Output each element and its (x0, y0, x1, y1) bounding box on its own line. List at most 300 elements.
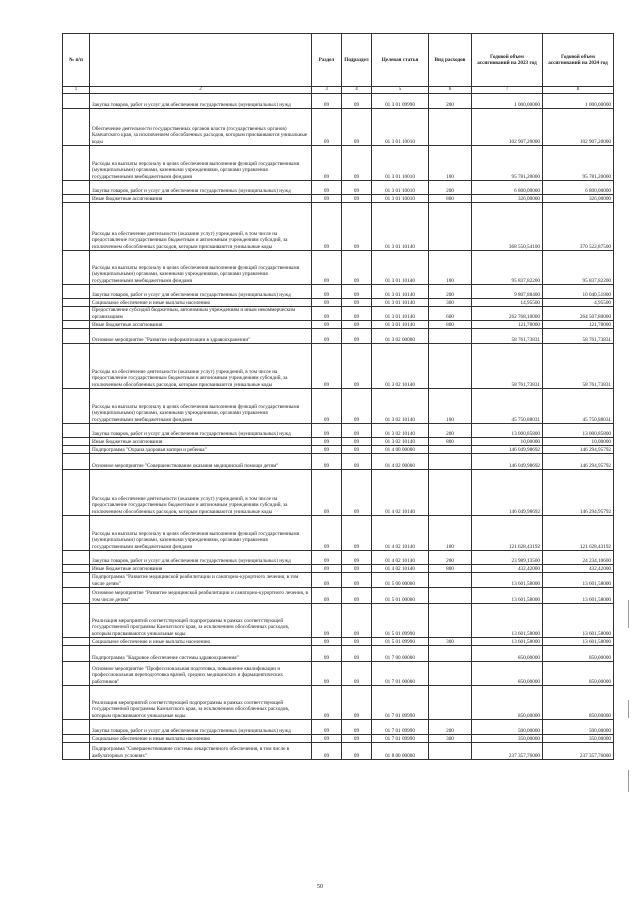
row-2024-cell: 58 761,73831 (543, 344, 614, 389)
row-subsection-cell: 09 (342, 285, 372, 299)
row-subsection-cell: 09 (342, 94, 372, 109)
row-expense-cell (429, 686, 472, 720)
row-2024-cell: 13 000,85800 (543, 424, 614, 438)
row-name-cell: Закупка товаров, работ и услуг для обеспечения государственных (муниципальных) нужд (90, 424, 312, 438)
row-target-cell: 01 4 02 10140 (372, 551, 429, 565)
row-number-cell (63, 181, 90, 195)
row-section-cell: 09 (312, 454, 342, 470)
row-number-cell (63, 686, 90, 720)
row-section-cell: 09 (312, 285, 342, 299)
table-row (63, 195, 614, 203)
row-subsection-cell: 09 (342, 424, 372, 438)
row-expense-cell: 800 (429, 195, 472, 203)
row-expense-cell (429, 109, 472, 146)
row-target-cell: 01 5 01 09990 (372, 638, 429, 646)
table-row (63, 203, 614, 251)
row-2024-cell: 326,00000 (543, 195, 614, 203)
row-expense-cell: 200 (429, 551, 472, 565)
row-target-cell: 01 3 01 10140 (372, 307, 429, 321)
header-y2024: Годовой объем ассигнований на 2024 год (543, 34, 614, 87)
row-name-cell: Расходы на выплаты персоналу в целях обеспечения выполнения функций государственными (муниципальными) органами, казенными учреждениями, органами управления государственными внебюджетными фондами (90, 516, 312, 551)
row-2023-cell: 850,00000 (472, 686, 543, 720)
row-name-cell: Реализация мероприятий соответствующей подпрограммы в рамках соответствующей государственной программы Камчатского края, за исключением обособленных расходов, которым присваиваются уникальные коды (90, 604, 312, 638)
table-row (63, 662, 614, 686)
row-number-cell (63, 251, 90, 285)
table-row (63, 743, 614, 760)
row-2023-cell: 58 761,73831 (472, 329, 543, 344)
row-number-cell (63, 720, 90, 735)
row-name-cell: Иные бюджетные ассигнования (90, 565, 312, 573)
row-expense-cell: 800 (429, 438, 472, 446)
header-expense: Вид расходов (429, 34, 472, 87)
row-section-cell: 09 (312, 551, 342, 565)
table-row (63, 389, 614, 424)
row-subsection-cell: 09 (342, 588, 372, 604)
row-2023-cell: 13 000,85800 (472, 424, 543, 438)
table-row (63, 329, 614, 344)
row-expense-cell: 100 (429, 516, 472, 551)
row-2023-cell: 121 628,43192 (472, 516, 543, 551)
table-row (63, 735, 614, 743)
row-name-cell: Иные бюджетные ассигнования (90, 321, 312, 329)
table-row (63, 646, 614, 662)
row-expense-cell (429, 203, 472, 251)
row-expense-cell (429, 588, 472, 604)
row-subsection-cell: 09 (342, 454, 372, 470)
row-section-cell: 09 (312, 389, 342, 424)
row-2024-cell: 24 234,10600 (543, 551, 614, 565)
budget-table-page (62, 33, 613, 760)
row-subsection-cell: 09 (342, 573, 372, 588)
row-section-cell: 09 (312, 109, 342, 146)
row-name-cell: Подпрограмма "Кадровое обеспечение системы здравоохранения" (90, 646, 312, 662)
header-row (63, 34, 614, 87)
row-name-cell: Подпрограмма "Развитие медицинской реабилитации и санаторно-курортного лечения, в том числе детям" (90, 573, 312, 588)
row-target-cell: 01 7 01 00000 (372, 662, 429, 686)
row-expense-cell: 200 (429, 720, 472, 735)
row-number-cell (63, 565, 90, 573)
row-2023-cell: 146 049,98692 (472, 454, 543, 470)
row-name-cell: Предоставление субсидий бюджетным, автономным учреждениям и иным некоммерческим организациям (90, 307, 312, 321)
row-section-cell: 09 (312, 662, 342, 686)
row-target-cell: 01 5 00 00000 (372, 573, 429, 588)
row-name-cell: Расходы на обеспечение деятельности (оказание услуг) учреждений, в том числе на предоставление государственным бюджетным и автономным учреждениям субсидий, за исключением обособленных расходов, которым присваиваются уникальные коды (90, 344, 312, 389)
margin-mark (628, 600, 629, 628)
row-2023-cell: 350,00000 (472, 735, 543, 743)
row-number-cell (63, 299, 90, 307)
row-2023-cell: 95 837,82200 (472, 251, 543, 285)
table-row (63, 454, 614, 470)
table-row (63, 565, 614, 573)
row-target-cell: 01 4 02 00000 (372, 454, 429, 470)
table-row (63, 686, 614, 720)
row-2023-cell: 58 761,73831 (472, 344, 543, 389)
row-2023-cell: 262 768,10000 (472, 307, 543, 321)
row-section-cell: 09 (312, 203, 342, 251)
row-target-cell: 01 7 01 09990 (372, 720, 429, 735)
row-subsection-cell: 09 (342, 203, 372, 251)
column-number: 6 (429, 87, 472, 94)
table-row (63, 446, 614, 454)
row-2023-cell: 102 907,20000 (472, 109, 543, 146)
table-row (63, 438, 614, 446)
row-section-cell: 09 (312, 94, 342, 109)
row-subsection-cell: 09 (342, 344, 372, 389)
margin-mark (628, 770, 629, 792)
row-number-cell (63, 573, 90, 588)
row-number-cell (63, 735, 90, 743)
row-name-cell: Обеспечение деятельности государственных органов власти (государственных органов) Камчатского края, за исключением обособленных расходов, которым присваиваются уникальные коды (90, 109, 312, 146)
row-2024-cell: 10 040,51800 (543, 285, 614, 299)
row-section-cell: 09 (312, 573, 342, 588)
table-row (63, 299, 614, 307)
row-section-cell: 09 (312, 299, 342, 307)
row-section-cell: 09 (312, 646, 342, 662)
row-2024-cell: 121 628,43192 (543, 516, 614, 551)
row-target-cell: 01 3 01 10140 (372, 321, 429, 329)
row-name-cell: Подпрограмма "Совершенствование системы лекарственного обеспечения, в том числе в амбулаторных условиях" (90, 743, 312, 760)
row-subsection-cell: 09 (342, 329, 372, 344)
row-2023-cell: 432,42000 (472, 565, 543, 573)
row-number-cell (63, 424, 90, 438)
row-name-cell: Расходы на обеспечение деятельности (оказание услуг) учреждений, в том числе на предоставление государственным бюджетным и автономным учреждениям субсидий, за исключением обособленных расходов, которым присваиваются уникальные коды (90, 203, 312, 251)
row-target-cell: 01 3 02 10140 (372, 344, 429, 389)
row-number-cell (63, 329, 90, 344)
row-2024-cell: 146 294,95792 (543, 454, 614, 470)
row-section-cell: 09 (312, 146, 342, 181)
row-subsection-cell: 09 (342, 438, 372, 446)
row-name-cell: Закупка товаров, работ и услуг для обеспечения государственных (муниципальных) нужд (90, 285, 312, 299)
row-target-cell: 01 4 02 10140 (372, 470, 429, 516)
row-2023-cell: 121,78000 (472, 321, 543, 329)
row-2024-cell: 4,95500 (543, 299, 614, 307)
row-number-cell (63, 454, 90, 470)
row-2023-cell: 1 000,00000 (472, 94, 543, 109)
row-2023-cell: 13 601,58000 (472, 573, 543, 588)
row-subsection-cell: 09 (342, 299, 372, 307)
table-row (63, 251, 614, 285)
row-section-cell: 09 (312, 638, 342, 646)
row-name-cell: Закупка товаров, работ и услуг для обеспечения государственных (муниципальных) нужд (90, 181, 312, 195)
row-2023-cell: 850,00000 (472, 662, 543, 686)
row-name-cell: Расходы на выплаты персоналу в целях обеспечения выполнения функций государственными (муниципальными) органами, казенными учреждениями, органами управления государственными внебюджетными фондами (90, 146, 312, 181)
row-2024-cell: 95 837,82200 (543, 251, 614, 285)
row-2024-cell: 1 000,00000 (543, 94, 614, 109)
row-section-cell: 09 (312, 588, 342, 604)
row-2024-cell: 121,78000 (543, 321, 614, 329)
row-number-cell (63, 638, 90, 646)
row-expense-cell (429, 604, 472, 638)
row-target-cell: 01 7 01 09990 (372, 735, 429, 743)
row-target-cell: 01 3 01 10010 (372, 109, 429, 146)
row-expense-cell (429, 454, 472, 470)
row-2023-cell: 850,00000 (472, 646, 543, 662)
table-row (63, 109, 614, 146)
row-2024-cell: 146 294,95792 (543, 470, 614, 516)
row-2023-cell: 13 601,58000 (472, 604, 543, 638)
row-expense-cell (429, 344, 472, 389)
margin-mark (628, 700, 629, 718)
row-expense-cell: 600 (429, 307, 472, 321)
table-row (63, 573, 614, 588)
row-section-cell: 09 (312, 686, 342, 720)
row-section-cell: 09 (312, 307, 342, 321)
row-expense-cell (429, 329, 472, 344)
row-2024-cell: 850,00000 (543, 662, 614, 686)
row-2023-cell: 45 750,88031 (472, 389, 543, 424)
row-target-cell: 01 4 00 00000 (372, 446, 429, 454)
row-subsection-cell: 09 (342, 251, 372, 285)
row-2023-cell: 10,00000 (472, 438, 543, 446)
row-subsection-cell: 09 (342, 181, 372, 195)
row-number-cell (63, 604, 90, 638)
row-number-cell (63, 446, 90, 454)
table-row (63, 470, 614, 516)
row-expense-cell: 300 (429, 638, 472, 646)
row-expense-cell: 200 (429, 94, 472, 109)
row-subsection-cell: 09 (342, 516, 372, 551)
row-subsection-cell: 09 (342, 565, 372, 573)
row-number-cell (63, 109, 90, 146)
column-number: 5 (372, 87, 429, 94)
row-number-cell (63, 551, 90, 565)
row-2023-cell: 368 550,54100 (472, 203, 543, 251)
row-name-cell: Расходы на выплаты персоналу в целях обеспечения выполнения функций государственными (муниципальными) органами, казенными учреждениями, органами управления государственными внебюджетными фондами (90, 251, 312, 285)
table-row (63, 344, 614, 389)
row-target-cell: 01 7 00 00000 (372, 646, 429, 662)
row-number-cell (63, 662, 90, 686)
row-target-cell: 01 3 02 10140 (372, 389, 429, 424)
row-section-cell: 09 (312, 181, 342, 195)
row-number-cell (63, 146, 90, 181)
row-section-cell: 09 (312, 470, 342, 516)
row-2024-cell: 13 601,58000 (543, 573, 614, 588)
row-subsection-cell: 09 (342, 743, 372, 760)
row-section-cell: 09 (312, 329, 342, 344)
row-target-cell: 01 3 02 00000 (372, 329, 429, 344)
row-2023-cell: 14,95500 (472, 299, 543, 307)
row-2023-cell: 23 989,13500 (472, 551, 543, 565)
row-section-cell: 09 (312, 321, 342, 329)
row-2023-cell: 95 781,20000 (472, 146, 543, 181)
row-2023-cell: 13 601,58000 (472, 638, 543, 646)
row-subsection-cell: 09 (342, 389, 372, 424)
row-number-cell (63, 203, 90, 251)
row-2024-cell: 146 294,95792 (543, 446, 614, 454)
row-number-cell (63, 588, 90, 604)
row-expense-cell: 200 (429, 181, 472, 195)
row-subsection-cell: 09 (342, 307, 372, 321)
row-subsection-cell: 09 (342, 604, 372, 638)
row-expense-cell: 300 (429, 299, 472, 307)
row-section-cell: 09 (312, 438, 342, 446)
row-2024-cell: 13 601,58000 (543, 638, 614, 646)
table-row (63, 321, 614, 329)
row-name-cell: Основное мероприятие "Профессиональная подготовка, повышение квалификации и профессиональная переподготовка врачей, средних медицинских и фармацевтических работников" (90, 662, 312, 686)
row-section-cell: 09 (312, 604, 342, 638)
row-target-cell: 01 8 00 00000 (372, 743, 429, 760)
row-section-cell: 09 (312, 251, 342, 285)
row-2023-cell: 500,00000 (472, 720, 543, 735)
table-row (63, 588, 614, 604)
row-2024-cell: 6 800,00000 (543, 181, 614, 195)
row-target-cell: 01 3 01 10140 (372, 251, 429, 285)
row-subsection-cell: 09 (342, 638, 372, 646)
row-2024-cell: 58 761,73831 (543, 329, 614, 344)
row-expense-cell: 300 (429, 735, 472, 743)
row-2024-cell: 95 781,20000 (543, 146, 614, 181)
row-name-cell: Социальное обеспечение и иные выплаты населению (90, 299, 312, 307)
row-name-cell: Основное мероприятие "Развитие медицинской реабилитации и санаторно-курортного лечения, в том числе детям" (90, 588, 312, 604)
table-row (63, 94, 614, 109)
row-section-cell: 09 (312, 424, 342, 438)
row-name-cell: Основное мероприятие "Развитие информатизации в здравоохранении" (90, 329, 312, 344)
row-expense-cell: 100 (429, 251, 472, 285)
row-name-cell: Социальное обеспечение и иные выплаты населению (90, 735, 312, 743)
row-subsection-cell: 09 (342, 720, 372, 735)
row-name-cell: Реализация мероприятий соответствующей подпрограммы в рамках соответствующей государственной программы Камчатского края, за исключением обособленных расходов, которым присваиваются уникальные коды (90, 686, 312, 720)
table-row (63, 516, 614, 551)
table-row (63, 181, 614, 195)
row-target-cell: 01 4 02 10140 (372, 565, 429, 573)
column-number: 7 (472, 87, 543, 94)
row-subsection-cell: 09 (342, 735, 372, 743)
column-number: 3 (312, 87, 342, 94)
row-subsection-cell: 09 (342, 662, 372, 686)
row-target-cell: 01 3 01 09990 (372, 94, 429, 109)
table-body (63, 94, 614, 760)
row-name-cell: Закупка товаров, работ и услуг для обеспечения государственных (муниципальных) нужд (90, 551, 312, 565)
row-target-cell: 01 3 02 10140 (372, 438, 429, 446)
row-target-cell: 01 5 01 00000 (372, 588, 429, 604)
row-subsection-cell: 09 (342, 686, 372, 720)
column-number: 4 (342, 87, 372, 94)
row-target-cell: 01 4 02 10140 (372, 516, 429, 551)
row-2023-cell: 146 049,98692 (472, 446, 543, 454)
row-number-cell (63, 195, 90, 203)
table-row (63, 720, 614, 735)
table-row (63, 424, 614, 438)
row-2024-cell: 13 601,58000 (543, 588, 614, 604)
row-2024-cell: 13 601,58000 (543, 604, 614, 638)
row-number-cell (63, 321, 90, 329)
row-expense-cell (429, 646, 472, 662)
header-target: Целевая статья (372, 34, 429, 87)
row-target-cell: 01 3 01 10140 (372, 299, 429, 307)
row-number-cell (63, 285, 90, 299)
row-target-cell: 01 5 01 09990 (372, 604, 429, 638)
row-2024-cell: 500,00000 (543, 720, 614, 735)
row-target-cell: 01 3 02 10140 (372, 424, 429, 438)
row-2023-cell: 237 357,76000 (472, 743, 543, 760)
row-target-cell: 01 3 01 10010 (372, 181, 429, 195)
row-number-cell (63, 646, 90, 662)
row-number-cell (63, 94, 90, 109)
row-section-cell: 09 (312, 735, 342, 743)
row-target-cell: 01 3 01 10010 (372, 195, 429, 203)
row-name-cell: Социальное обеспечение и иные выплаты населению (90, 638, 312, 646)
row-2024-cell: 45 750,88031 (543, 389, 614, 424)
row-expense-cell (429, 743, 472, 760)
row-number-cell (63, 307, 90, 321)
row-subsection-cell: 09 (342, 646, 372, 662)
table-row (63, 307, 614, 321)
row-section-cell: 09 (312, 720, 342, 735)
row-2023-cell: 326,00000 (472, 195, 543, 203)
row-expense-cell (429, 662, 472, 686)
row-expense-cell: 200 (429, 424, 472, 438)
column-number: 1 (63, 87, 90, 94)
header-name (90, 34, 312, 87)
row-name-cell: Подпрограмма "Охрана здоровья матери и ребенка" (90, 446, 312, 454)
header-section: Раздел (312, 34, 342, 87)
row-name-cell: Расходы на выплаты персоналу в целях обеспечения выполнения функций государственными (муниципальными) органами, казенными учреждениями, органами управления государственными внебюджетными фондами (90, 389, 312, 424)
row-section-cell: 09 (312, 446, 342, 454)
row-2024-cell: 237 357,76000 (543, 743, 614, 760)
row-expense-cell (429, 573, 472, 588)
row-2024-cell: 432,42000 (543, 565, 614, 573)
row-expense-cell: 100 (429, 146, 472, 181)
row-name-cell: Закупка товаров, работ и услуг для обеспечения государственных (муниципальных) нужд (90, 720, 312, 735)
row-subsection-cell: 09 (342, 551, 372, 565)
row-target-cell: 01 3 01 10010 (372, 146, 429, 181)
row-expense-cell (429, 446, 472, 454)
row-expense-cell: 800 (429, 321, 472, 329)
row-name-cell: Иные бюджетные ассигнования (90, 195, 312, 203)
row-target-cell: 01 3 01 10140 (372, 285, 429, 299)
row-name-cell: Закупка товаров, работ и услуг для обеспечения государственных (муниципальных) нужд (90, 94, 312, 109)
row-section-cell: 09 (312, 743, 342, 760)
row-2024-cell: 102 907,20000 (543, 109, 614, 146)
row-subsection-cell: 09 (342, 446, 372, 454)
row-2024-cell: 850,00000 (543, 646, 614, 662)
row-expense-cell: 100 (429, 389, 472, 424)
row-subsection-cell: 09 (342, 109, 372, 146)
row-expense-cell: 800 (429, 565, 472, 573)
row-2024-cell: 10,00000 (543, 438, 614, 446)
row-2023-cell: 9 807,88400 (472, 285, 543, 299)
row-number-cell (63, 516, 90, 551)
header-num: № п/п (63, 34, 90, 87)
table-row (63, 551, 614, 565)
row-number-cell (63, 344, 90, 389)
row-expense-cell: 200 (429, 285, 472, 299)
row-2023-cell: 13 601,58000 (472, 588, 543, 604)
column-number-row (63, 87, 614, 94)
table-row (63, 638, 614, 646)
row-2024-cell: 850,00000 (543, 686, 614, 720)
row-subsection-cell: 09 (342, 195, 372, 203)
row-2024-cell: 370 522,87500 (543, 203, 614, 251)
header-subsection: Подраздел (342, 34, 372, 87)
row-number-cell (63, 389, 90, 424)
row-target-cell: 01 3 01 10140 (372, 203, 429, 251)
row-name-cell: Иные бюджетные ассигнования (90, 438, 312, 446)
row-number-cell (63, 438, 90, 446)
budget-table (62, 33, 614, 760)
row-2023-cell: 146 049,98692 (472, 470, 543, 516)
row-2024-cell: 264 507,80000 (543, 307, 614, 321)
row-section-cell: 09 (312, 565, 342, 573)
row-number-cell (63, 743, 90, 760)
column-number: 8 (543, 87, 614, 94)
row-expense-cell (429, 470, 472, 516)
row-name-cell: Расходы на обеспечение деятельности (оказание услуг) учреждений, в том числе на предоставление государственным бюджетным и автономным учреждениям субсидий, за исключением обособленных расходов, которым присваиваются уникальные коды (90, 470, 312, 516)
table-row (63, 604, 614, 638)
row-subsection-cell: 09 (342, 146, 372, 181)
row-2024-cell: 350,00000 (543, 735, 614, 743)
row-section-cell: 09 (312, 195, 342, 203)
